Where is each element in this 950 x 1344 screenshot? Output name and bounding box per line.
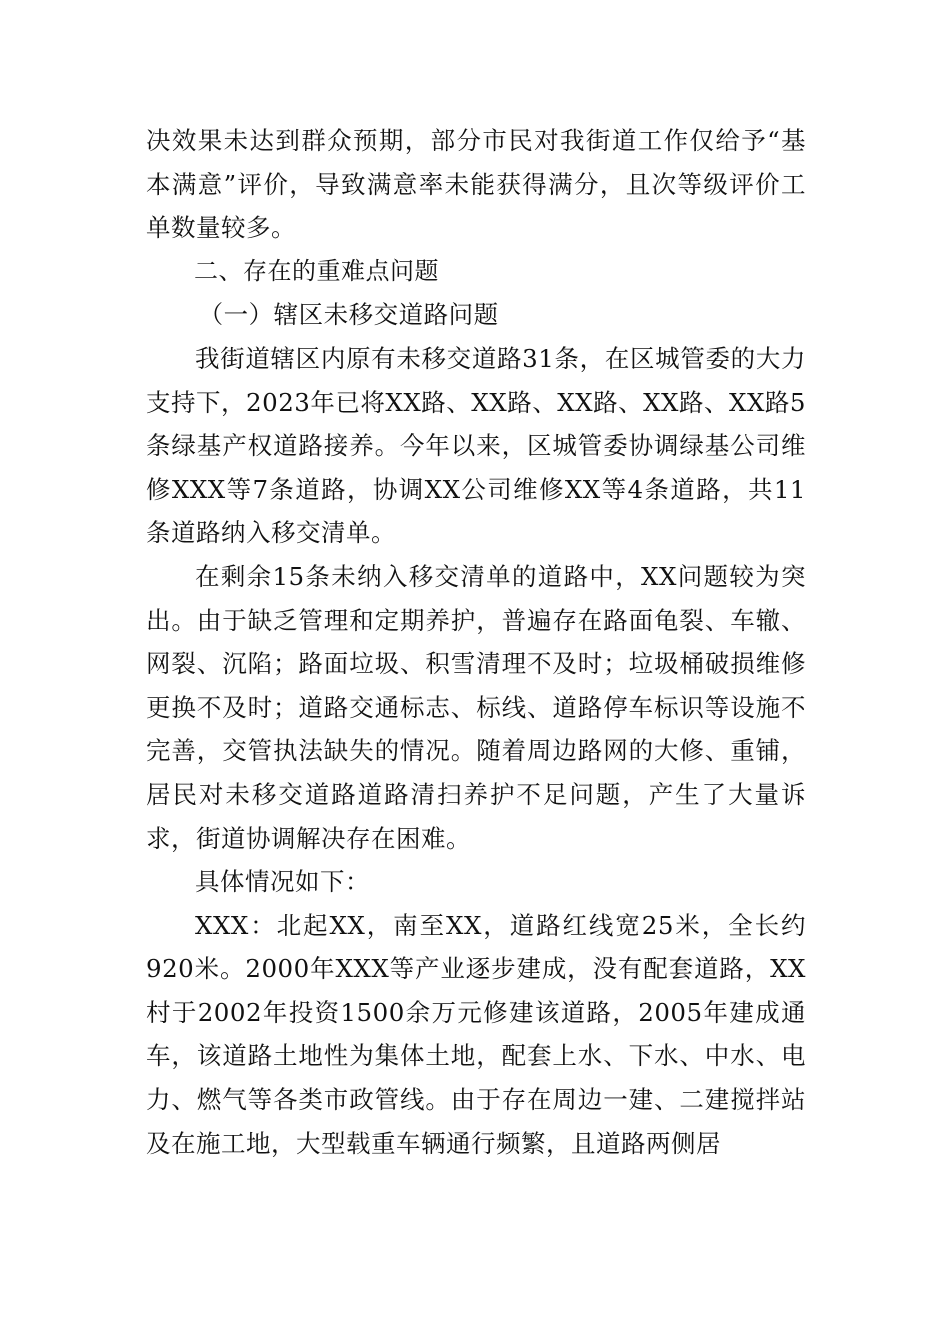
paragraph: 具体情况如下： — [195, 867, 370, 897]
paragraph: 我街道辖区内原有未移交道路31条，在区城管委的大力支持下，2023年已将XX路、XX路、XX路、XX路、XX路5条绿基产权道路接养。今年以来，区城管委协调绿基公司维修XXX等7条道路，协调XX公司维修XX等4条道路，共11条道路纳入移交清单。 — [146, 343, 806, 548]
paragraph: 在剩余15条未纳入移交清单的道路中，XX问题较为突出。由于缺乏管理和定期养护，普遍存在路面龟裂、车辙、网裂、沉陷；路面垃圾、积雪清理不及时；垃圾桶破损维修更换不及时；道路交通标志、标线、道路停车标识等设施不完善，交管执法缺失的情况。随着周边路网的大修、重铺，居民对未移交道路道路清扫养护不足问题，产生了大量诉求，街道协调解决存在困难。 — [146, 561, 806, 853]
section-heading: 二、存在的重难点问题 — [194, 256, 439, 285]
paragraph: XXX：北起XX，南至XX，道路红线宽25米，全长约920米。2000年XXX等产业逐步建成，没有配套道路，XX村于2002年投资1500余万元修建该道路，2005年建成通车，该道路土地性为集体土地，配套上水、下水、中水、电力、燃气等各类市政管线。由于存在周边一建、二建搅拌站及在施工地，大型载重车辆通行频繁，且道路两侧居 — [146, 910, 806, 1158]
subsection-heading: （一）辖区未移交道路问题 — [198, 300, 499, 330]
paragraph-continued: 决效果未达到群众预期，部分市民对我街道工作仅给予“基本满意”评价，导致满意率未能获得满分，且次等级评价工单数量较多。 — [146, 126, 806, 243]
document-body — [146, 119, 806, 1165]
